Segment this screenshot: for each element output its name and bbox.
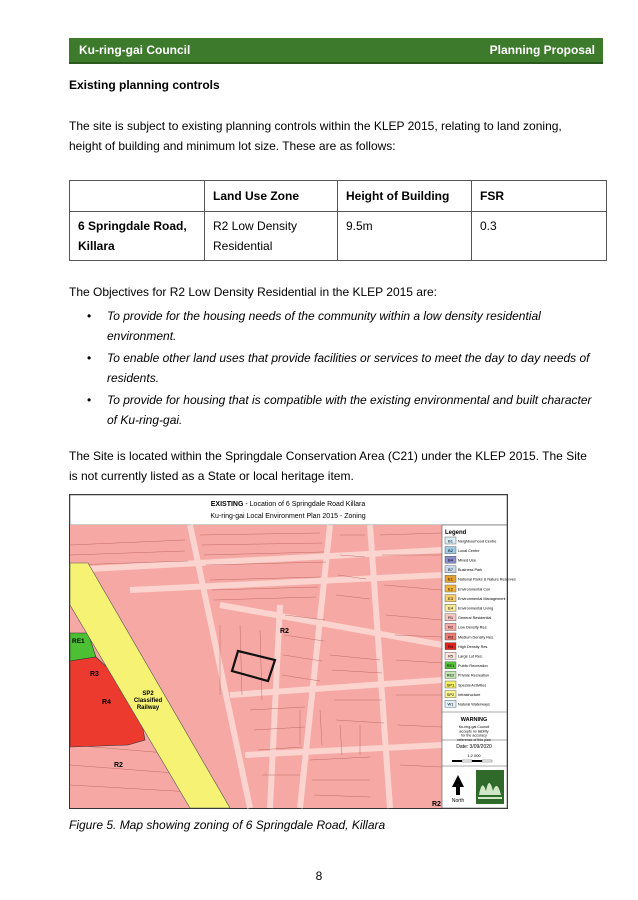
legend-code: RE1 [446, 663, 455, 669]
objectives-intro: The Objectives for R2 Low Density Residential in the KLEP 2015 are: [69, 285, 437, 299]
table-row [70, 212, 607, 261]
table-header-row [70, 181, 607, 212]
table-cell-site: 6 Springdale Road, Killara [70, 212, 205, 261]
legend-code: E2 [448, 586, 453, 592]
table-cell-zone: R2 Low Density Residential [205, 212, 338, 261]
zone-label-r4: R4 [102, 699, 111, 706]
warning-title: WARNING [460, 717, 488, 723]
legend-code: R4 [447, 643, 454, 649]
map-subtitle: Ku-ring-gai Local Environment Plan 2015 - Zoning [210, 513, 366, 520]
zone-label-r2: R2 [432, 801, 441, 808]
legend-code: SP1 [446, 682, 455, 688]
zone-label-r2: R2 [280, 628, 289, 635]
legend-label: Environmental Management [458, 596, 506, 601]
legend-label: Medium Density Res. [458, 635, 495, 640]
legend-code: R1 [447, 615, 454, 621]
council-logo [476, 770, 504, 804]
legend-label: Special Activities [458, 683, 487, 688]
legend-label: Large Lot Res. [458, 654, 483, 659]
scale-bar [452, 760, 492, 762]
map-title: EXISTING - Location of 6 Springdale Road Killara [210, 501, 366, 508]
map-scale: 1:2 000 [467, 753, 481, 758]
legend-label: High Density Res. [458, 644, 489, 649]
table-header-cell: Land Use Zone [205, 181, 338, 212]
legend-code: E3 [448, 595, 453, 601]
zone-label-r2: R2 [114, 762, 123, 769]
legend-code: B2 [448, 547, 453, 553]
legend-label: Infrastructure [458, 692, 481, 697]
zone-label-r3: R3 [90, 671, 99, 678]
page-number: 8 [315, 869, 323, 883]
figure-caption: Figure 5. Map showing zoning of 6 Springdale Road, Killara [69, 818, 386, 832]
legend-code: RE2 [446, 672, 455, 678]
legend-label: Mixed Use [458, 558, 476, 563]
legend-label: National Parks & Nature Reserves [458, 577, 516, 582]
north-label: North [451, 798, 465, 804]
map-date: Date: 3/09/2020 [456, 744, 492, 750]
header-organisation: Ku-ring-gai Council [79, 43, 191, 57]
page-header [69, 38, 603, 64]
table-header-cell [70, 181, 205, 212]
intro-paragraph: The site is subject to existing planning controls within the KLEP 2015, relating to land zoning, height of building and minimum lot size. These are as follows: [69, 119, 562, 153]
legend-label: Local Centre [458, 548, 480, 553]
legend-title: Legend [445, 530, 467, 536]
zoning-map [69, 494, 516, 809]
legend-code: R5 [447, 653, 454, 659]
legend-code: R3 [447, 634, 454, 640]
zone-label-re1: RE1 [72, 638, 85, 645]
list-item: • To enable other land uses that provide facilities or services to meet the day to day needs of residents. [69, 348, 599, 388]
bullet-icon: • [87, 309, 92, 323]
legend-code: B4 [448, 557, 453, 563]
objectives-list [69, 306, 599, 432]
legend-label: Private Recreation [458, 673, 490, 678]
legend-label: General Residential [458, 616, 492, 621]
legend-code: B1 [448, 538, 453, 544]
list-item: • To provide for the housing needs of the community within a low density residential environment. [69, 306, 599, 346]
legend-label: Business Park [458, 568, 483, 573]
legend-label: Environmental Con [458, 587, 491, 592]
legend-label: Public Recreation [458, 664, 488, 669]
legend-code: SP2 [446, 691, 455, 697]
table-header-cell: Height of Building [338, 181, 472, 212]
legend-code: E4 [448, 605, 453, 611]
legend-label: Environmental Living [458, 606, 494, 611]
legend-code: W1 [447, 701, 454, 707]
list-item: • To provide for housing that is compatible with the existing environmental and built character of Ku-ring-gai. [69, 390, 599, 430]
warning-text: Ku-ring-gai Council accepts no liability for the accuracy reference of this plan [457, 725, 491, 742]
table-header-cell: FSR [472, 181, 607, 212]
legend-code: B7 [448, 567, 453, 573]
legend-label: Neighbourhood Centre [458, 539, 497, 544]
zone-label-sp2: SP2 Classified Railway [133, 691, 163, 711]
legend-label: Natural Waterways [458, 702, 490, 707]
legend-label: Low Density Res. [458, 625, 488, 630]
zoning-map-graphic [70, 495, 516, 808]
header-document-type: Planning Proposal [489, 43, 595, 57]
legend-code: R2 [447, 624, 454, 630]
table-cell-height: 9.5m [338, 212, 472, 261]
table-cell-fsr: 0.3 [472, 212, 607, 261]
section-title: Existing planning controls [69, 78, 220, 92]
bullet-icon: • [87, 393, 92, 407]
planning-controls-table [69, 180, 607, 261]
bullet-icon: • [87, 351, 92, 365]
location-paragraph: The Site is located within the Springdale Conservation Area (C21) under the KLEP 2015. The Site is not currently listed as a State or local heritage item. [69, 449, 587, 483]
legend-code: E1 [448, 576, 453, 582]
